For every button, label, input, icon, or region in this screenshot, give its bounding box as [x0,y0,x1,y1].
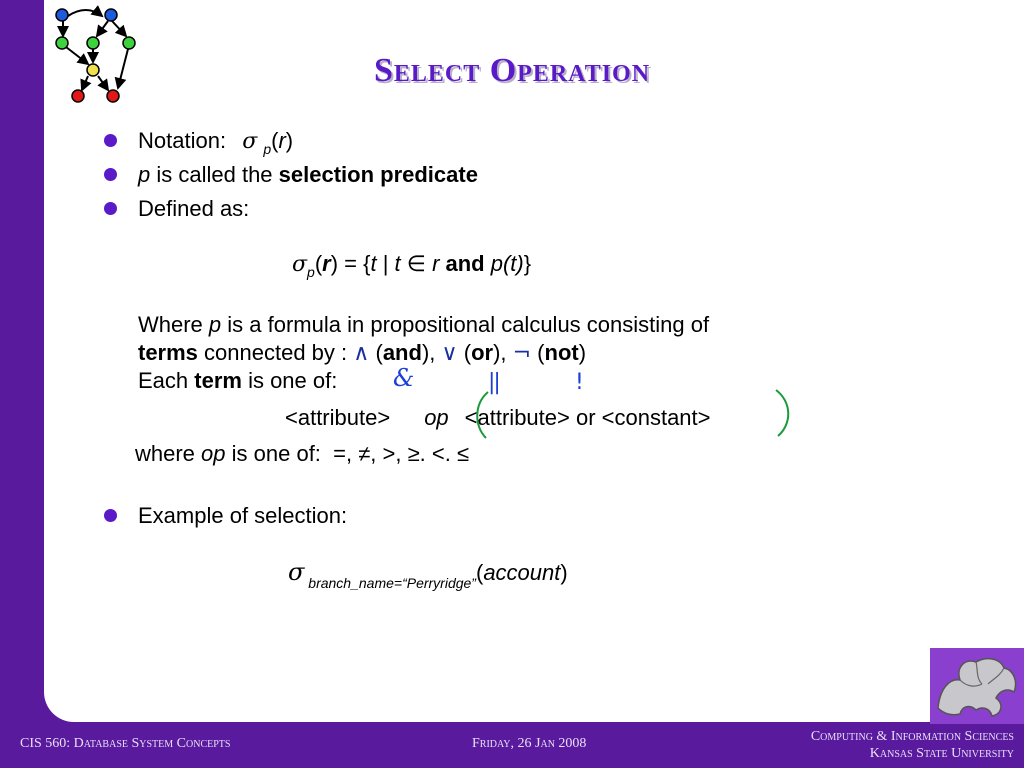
footer-institution [811,728,1014,762]
footer-university: Kansas State University [869,746,1014,761]
operators-line: where op is one of: =, ≠, >, ≥. <. ≤ [135,441,470,466]
notation-subscript: p [263,141,272,157]
handwritten-or-annotation: || [488,370,499,395]
bullet-dot [104,202,117,215]
selection-predicate-term: selection predicate [278,162,478,187]
where-line-1: Where p is a formula in propositional calculus consisting of [138,312,710,337]
wildcat-logo-icon [930,648,1024,724]
notation-relation: r [278,128,286,153]
bullet-dot [104,509,117,522]
footer-date: Friday, 26 Jan 2008 [472,736,587,751]
notation-label: Notation: [138,128,227,153]
handwritten-not-annotation: ! [575,370,584,395]
and-symbol: ∧ [353,341,370,366]
where-line-2: terms connected by : ∧ (and), ∨ (or), ¬ (not) [138,340,587,366]
handwritten-and-annotation: & [393,364,415,392]
footer-course: CIS 560: Database System Concepts [20,736,231,751]
bullet-dot [104,134,117,147]
term-form: <attribute> op <attribute> or <constant> [285,405,711,430]
where-line-3: Each term is one of: [138,368,338,393]
definition-formula: $\sigma_p(r) = \{t$ | t ∈ r and p(t)} [292,251,532,280]
slide-title: Select Operation [373,52,651,89]
or-symbol: ∨ [441,341,458,366]
footer-department: Computing & Information Sciences [810,729,1014,744]
sigma-symbol: σ [242,129,258,154]
handwritten-parentheses-annotation [472,388,802,442]
example-formula: σ $_{branch\_name=“Perryridge”}$(account) [288,558,568,591]
not-symbol: ¬ [512,341,532,366]
bullet-dot [104,168,117,181]
